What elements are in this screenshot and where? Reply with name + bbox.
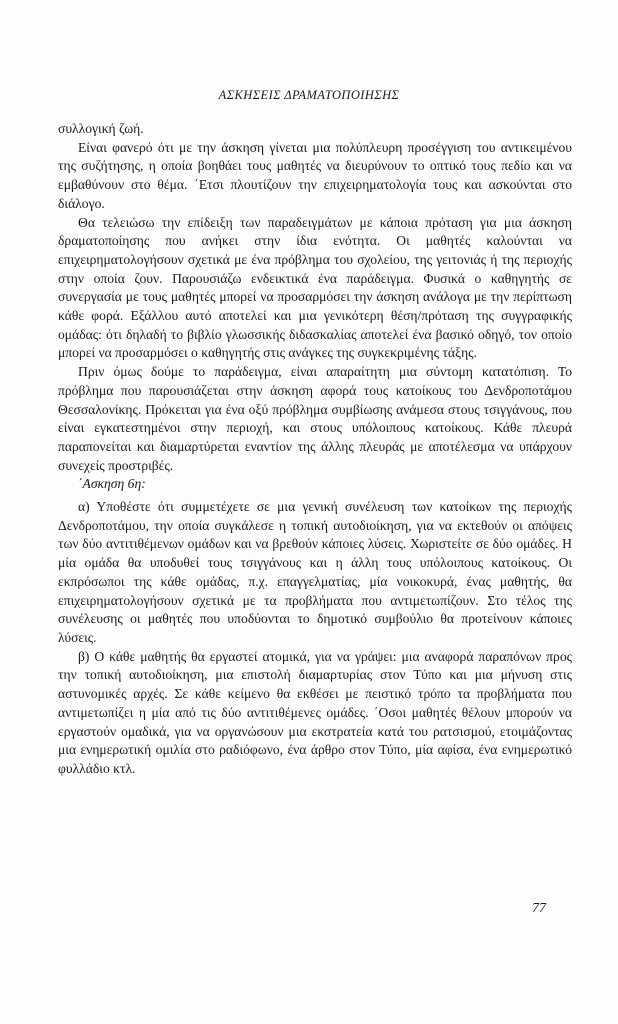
running-head: ΑΣΚΗΣΕΙΣ ΔΡΑΜΑΤΟΠΟΙΗΣΗΣ [218,88,400,102]
paragraph: Θα τελειώσω την επίδειξη των παραδειγμάτων με κάποια πρόταση για μια άσκηση δραματοποίησης που ανήκει στην ίδια ενότητα. Οι μαθητές καλούνται να επιχειρηματολογήσουν σχετικά με ένα πρόβλημα του σχολείου, της γειτονιάς ή της περιοχής στην οποία ζουν. Παρουσιάζω ενδεικτικά ένα παράδειγμα. Φυσικά ο καθηγητής σε συνεργασία με τους μαθητές μπορεί να προσαρμόσει την άσκηση ανάλογα με την περίπτωση κάθε φορά. Εξάλλου αυτό αποτελεί και μια γενικότερη θέση/πρόταση της συγγραφικής ομάδας: ότι δηλαδή το βιβλίο γλωσσικής διδασκαλίας αποτελεί ένα βασικό οδηγό, τον οποίο μπορεί να προσαρμόσει ο καθηγητής στις ανάγκες της συγκεκριμένης τάξης. [58,214,572,361]
exercise-item-b: β) Ο κάθε μαθητής θα εργαστεί ατομικά, για να γράψει: μια αναφορά παραπόνων προς την τοπική αυτοδιοίκηση, μια επιστολή διαμαρτυρίας στον Τύπο και μια μήνυση στις αστυνομικές αρχές. Σε κάθε κείμενο θα εκθέσει με πειστικό τρόπο τα προβλήματα που αντιμετωπίζει η μία από τις δύο αντιτιθέμενες ομάδες. ΄Οσοι μαθητές θέλουν μπορούν να εργαστούν ομαδικά, για να οργανώσουν μια εκστρατεία κατά του ρατσισμού, ετοιμάζοντας μια ενημερωτική ομιλία στο ραδιόφωνο, ένα άρθρο στον Τύπο, μία αφίσα, ένα ενημερωτικό φυλλάδιο κτλ. [58,648,572,776]
body-text [58,120,572,779]
paragraph-continuation: συλλογική ζωή. [58,121,144,136]
paragraph: Είναι φανερό ότι με την άσκηση γίνεται μια πολύπλευρη προσέγγιση του αντικειμένου της συζήτησης, η οποία βοηθάει τους μαθητές να διευρύνουν το οπτικό τους πεδίο και να εμβαθύνουν στο θέμα. ΄Ετσι πλουτίζουν την επιχειρηματολογία τους και ασκούνται στο διάλογο. [58,139,572,211]
exercise-heading: ΄Ασκηση 6η: [78,476,146,492]
page-number: 77 [532,901,546,916]
paragraph: Πριν όμως δούμε το παράδειγμα, είναι απαραίτητη μια σύντομη κατατόπιση. Το πρόβλημα που παρουσιάζεται στην άσκηση αφορά τους κατοίκους του Δενδροποτάμου Θεσσαλονίκης. Πρόκειται για ένα οξύ πρόβλημα συμβίωσης ανάμεσα στους τσιγγάνους, που είναι εγκατεστημένοι στην περιοχή, και στους υπόλοιπους κατοίκους. Κάθε πλευρά παραπονείται και διαμαρτύρεται εναντίον της άλλης πλευράς με αποτέλεσμα να υπάρχουν συνεχείς προστριβές. [58,364,572,473]
exercise-item-a: α) Υποθέστε ότι συμμετέχετε σε μια γενική συνέλευση των κατοίκων της περιοχής Δενδροποτάμου, την οποία συγκάλεσε η τοπική αυτοδιοίκηση, για να εκτεθούν οι απόψεις των δύο αντιτιθέμενων ομάδων και να βρεθούν κάποιες λύσεις. Χωριστείτε σε δύο ομάδες. Η μία ομάδα θα υποδυθεί τους τσιγγάνους και η άλλη τους υπόλοιπους κατοίκους. Οι εκπρόσωποι της κάθε ομάδας, π.χ. επαγγελματίας, μία νοικοκυρά, ένας μαθητής, θα επιχειρηματολογήσουν σχετικά με τα προβλήματα που αντιμετωπίζουν. Στο τέλος της συνέλευσης οι μαθητές που υποδύονται το δημοτικό συμβούλιο θα προτείνουν κάποιες λύσεις. [58,499,572,645]
